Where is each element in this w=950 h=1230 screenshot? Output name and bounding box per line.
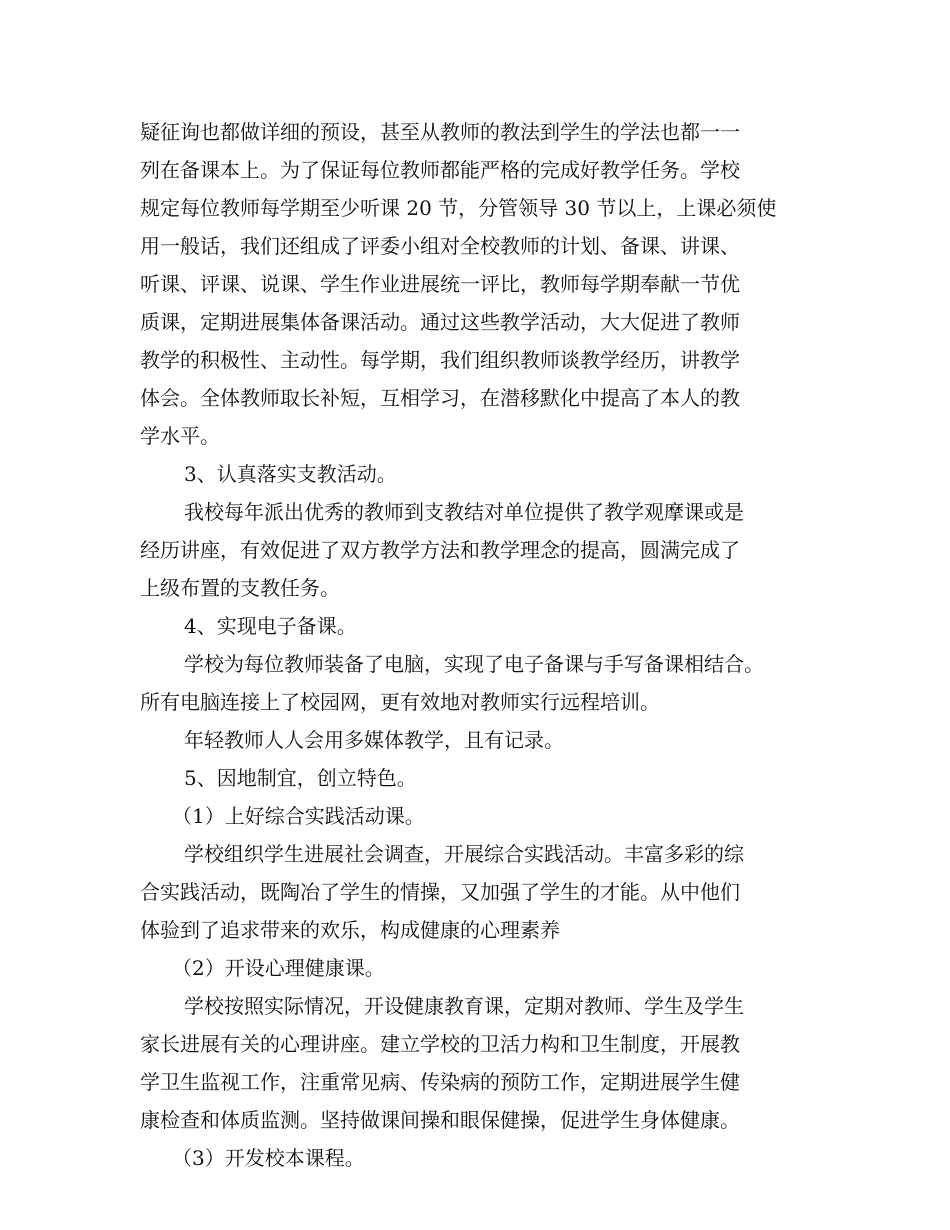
text-line: 合实践活动，既陶冶了学生的情操，又加强了学生的才能。从中他们 — [140, 880, 740, 904]
section-heading: 4、实现电子备课。 — [184, 614, 357, 638]
section-heading: 5、因地制宜，创立特色。 — [184, 766, 417, 790]
text-line: 家长进展有关的心理讲座。建立学校的卫活力构和卫生制度，开展教 — [140, 1032, 740, 1056]
text-line: 质课，定期进展集体备课活动。通过这些教学活动，大大促进了教师 — [140, 310, 740, 334]
text-line: 疑征询也都做详细的预设，甚至从教师的教法到学生的学法也都一一 — [140, 120, 740, 144]
text-line: 体会。全体教师取长补短，互相学习，在潜移默化中提高了本人的教 — [140, 386, 740, 410]
subsection-heading: （3）开发校本课程。 — [172, 1146, 365, 1170]
text-line: 教学的积极性、主动性。每学期，我们组织教师谈教学经历，讲教学 — [140, 348, 740, 372]
text-line: 学校组织学生进展社会调查，开展综合实践活动。丰富多彩的综 — [184, 842, 744, 866]
text-line: 规定每位教师每学期至少听课 20 节，分管领导 30 节以上，上课必须使 — [140, 196, 777, 220]
text-line: 康检查和体质监测。坚持做课间操和眼保健操，促进学生身体健康。 — [140, 1108, 740, 1132]
text-line: 学校按照实际情况，开设健康教育课，定期对教师、学生及学生 — [184, 994, 744, 1018]
text-line: 所有电脑连接上了校园网，更有效地对教师实行远程培训。 — [140, 690, 660, 714]
section-heading: 3、认真落实支教活动。 — [184, 462, 397, 486]
subsection-heading: （2）开设心理健康课。 — [172, 956, 385, 980]
text-line: 学卫生监视工作，注重常见病、传染病的预防工作，定期进展学生健 — [140, 1070, 740, 1094]
text-line: 经历讲座，有效促进了双方教学方法和教学理念的提高，圆满完成了 — [140, 538, 740, 562]
text-line: 年轻教师人人会用多媒体教学，且有记录。 — [184, 728, 564, 752]
text-line: 体验到了追求带来的欢乐，构成健康的心理素养 — [140, 918, 560, 942]
text-line: 学水平。 — [140, 424, 220, 448]
text-line: 我校每年派出优秀的教师到支教结对单位提供了教学观摩课或是 — [184, 500, 744, 524]
text-line: 学校为每位教师装备了电脑，实现了电子备课与手写备课相结合。 — [184, 652, 764, 676]
subsection-heading: （1）上好综合实践活动课。 — [172, 804, 425, 828]
text-line: 用一般话，我们还组成了评委小组对全校教师的计划、备课、讲课、 — [140, 234, 740, 258]
text-line: 列在备课本上。为了保证每位教师都能严格的完成好教学任务。学校 — [140, 158, 740, 182]
text-line: 听课、评课、说课、学生作业进展统一评比，教师每学期奉献一节优 — [140, 272, 740, 296]
text-line: 上级布置的支教任务。 — [140, 576, 340, 600]
